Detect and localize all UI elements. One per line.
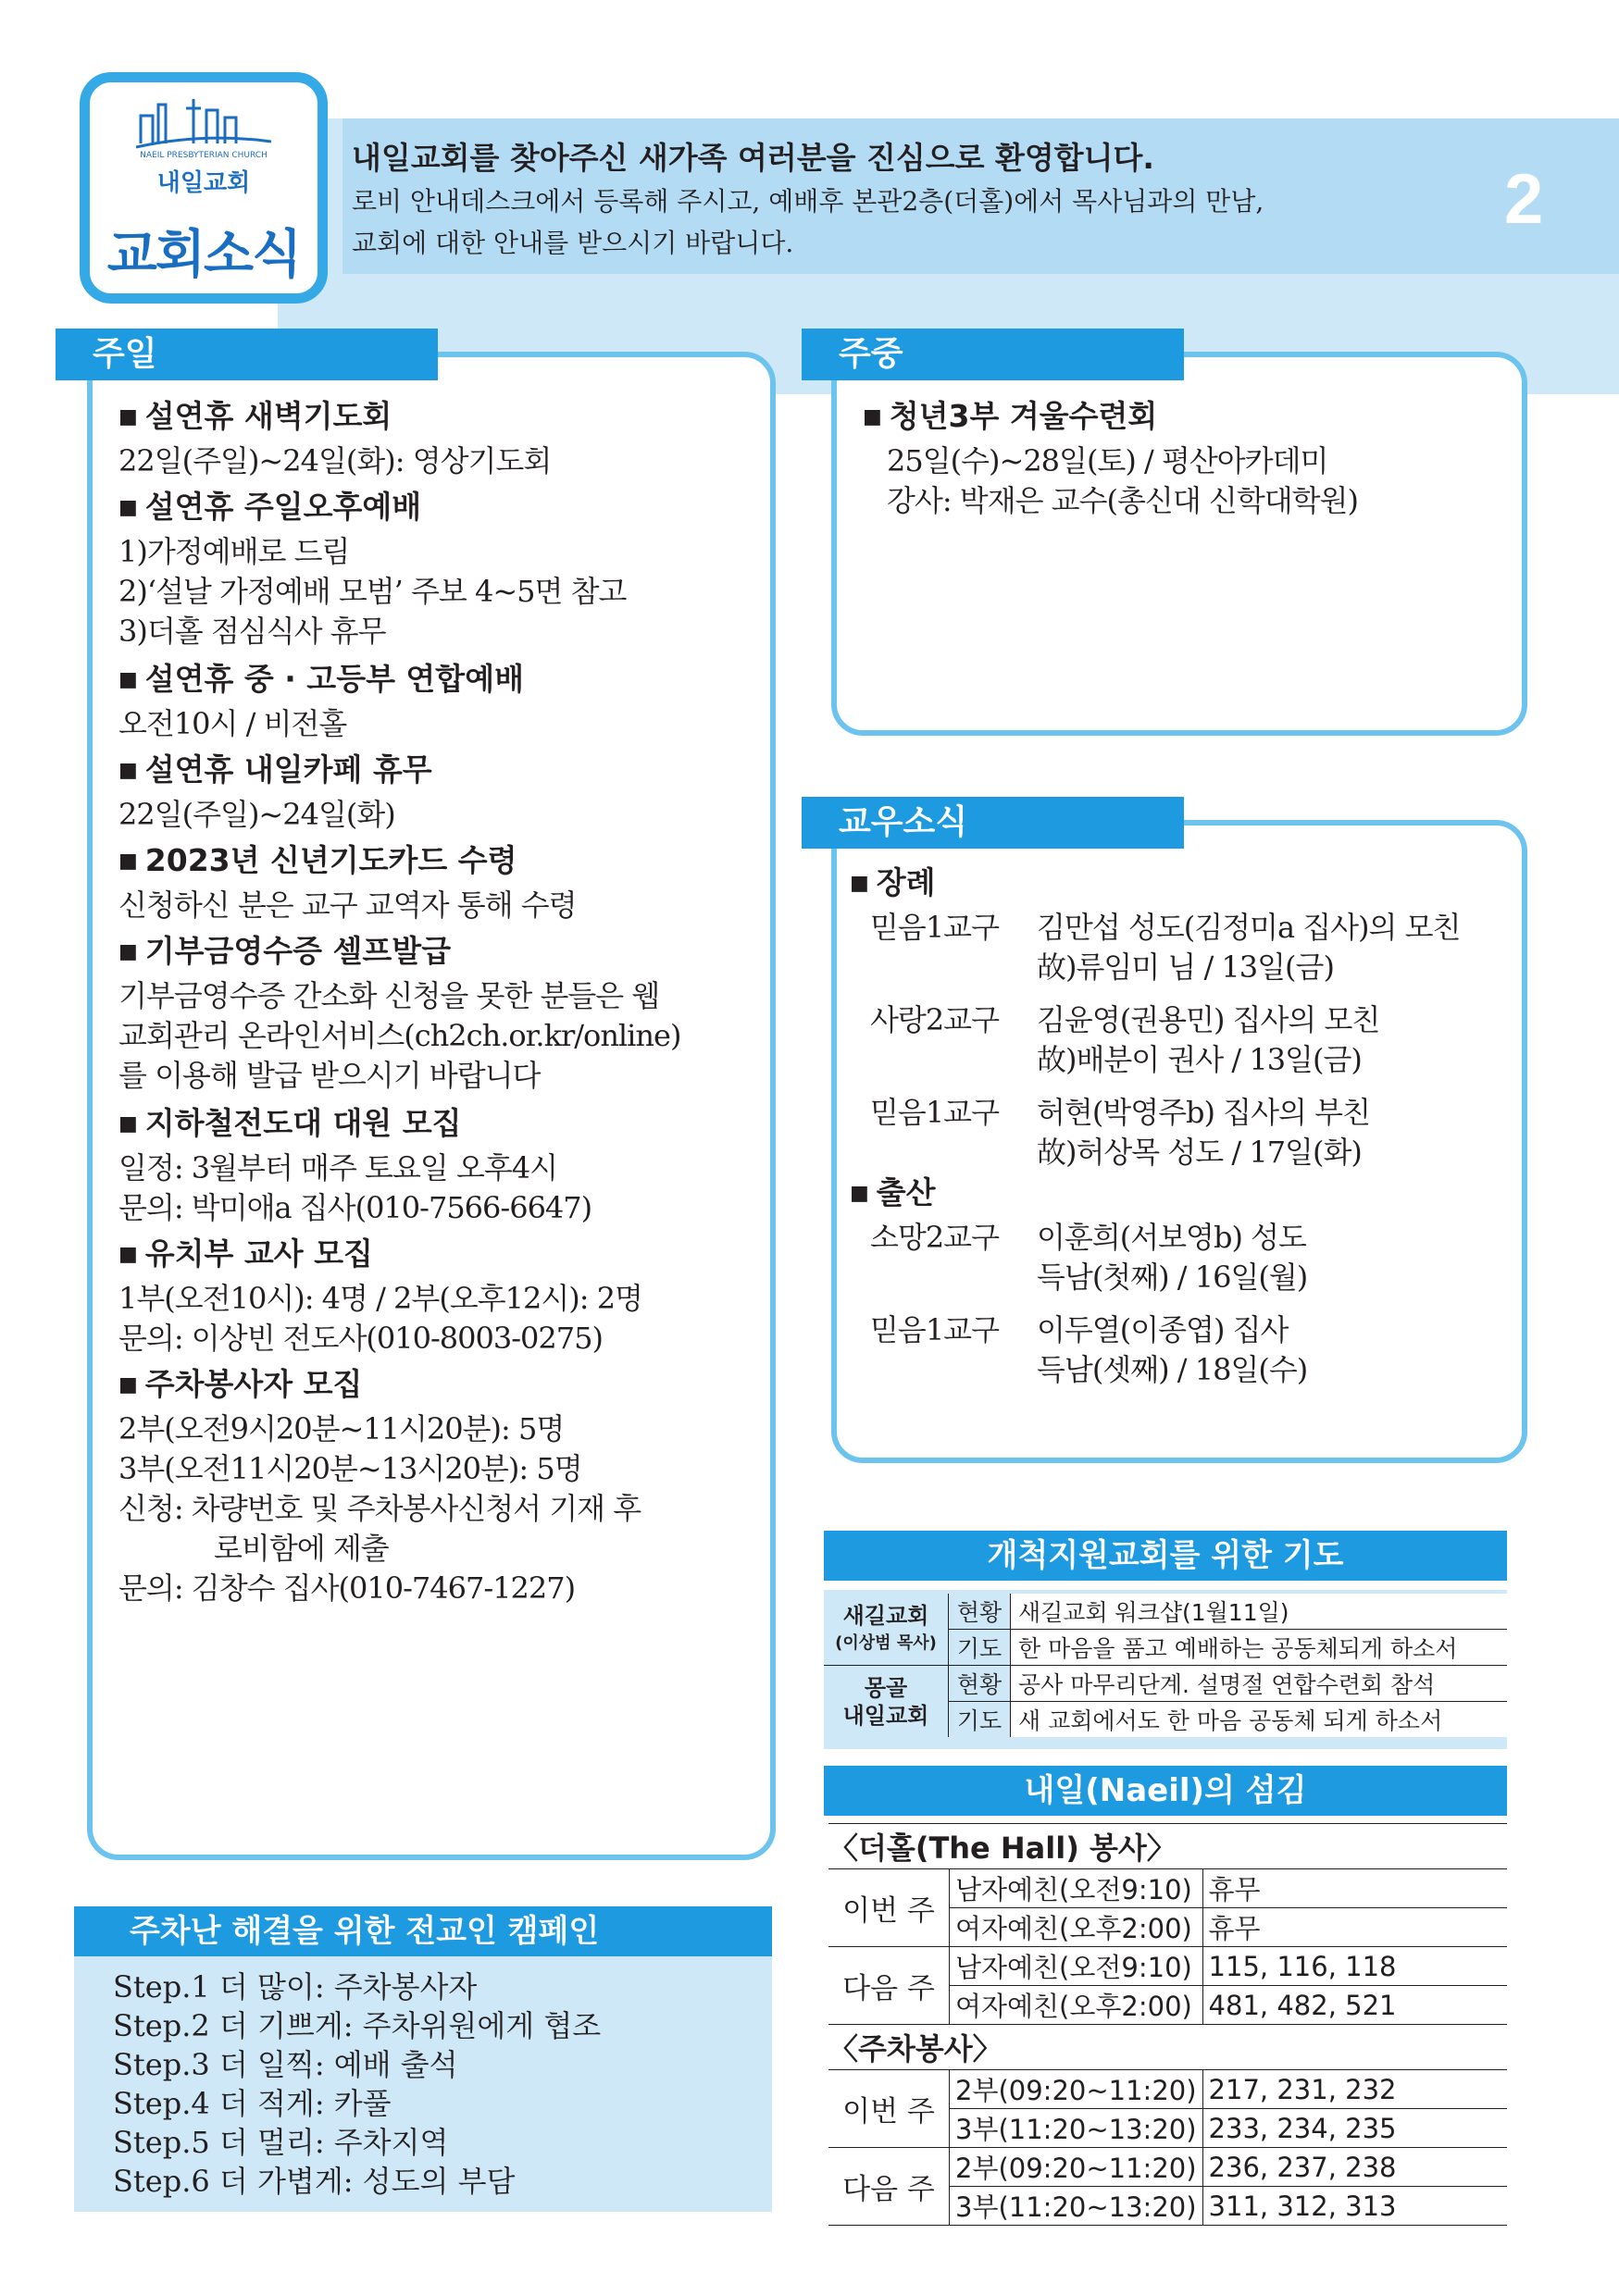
list-item: [118, 1234, 642, 1359]
sunday-tab: 주일: [56, 329, 438, 380]
service-value: 311, 312, 313: [1202, 2187, 1507, 2226]
item-title: ■ 지하철전도대 대원 모집: [118, 1103, 592, 1148]
list-item: [118, 931, 680, 1096]
service-value: 481, 482, 521: [1202, 1986, 1507, 2025]
welcome-title: 내일교회를 찾아주신 새가족 여러분을 진심으로 환영합니다.: [352, 140, 1154, 176]
funeral-section: [850, 863, 1460, 1390]
item-line: 신청: 차량번호 및 주차봉사신청서 기재 후: [118, 1491, 641, 1526]
news-line: 허현(박영주b) 집사의 부친: [1037, 1095, 1370, 1130]
parking-header: 〈주차봉사〉: [828, 2025, 1507, 2070]
list-item: [118, 659, 524, 744]
item-line: 2)‘설날 가정예배 모범’ 주보 4~5면 참고: [118, 574, 627, 609]
item-line: 2부(오전9시20분~11시20분): 5명: [118, 1411, 565, 1446]
campaign-step: Step.1 더 많이: 주차봉사자: [113, 1969, 478, 2004]
week-label: 다음 주: [828, 1947, 950, 2025]
item-title: ■ 주차봉사자 모집: [118, 1364, 641, 1409]
page-number: 2: [1504, 160, 1544, 239]
table-row: [828, 1869, 1507, 1908]
table-row: [828, 2025, 1507, 2070]
news-line: 득남(첫째) / 16일(월): [1037, 1260, 1308, 1295]
service-value: 휴무: [1202, 1908, 1507, 1947]
list-item: [118, 396, 551, 481]
funeral-title: ■ 장례: [850, 863, 1460, 908]
logo-subtitle: NAEIL PRESBYTERIAN CHURCH: [140, 151, 268, 160]
section-title: 교회소식: [106, 225, 301, 285]
service-time: 3부(11:20~13:20): [950, 2187, 1203, 2226]
service-time: 3부(11:20~13:20): [950, 2109, 1203, 2148]
service-time: 2부(09:20~11:20): [950, 2070, 1203, 2109]
news-entry: [850, 1310, 1460, 1390]
item-title: ■ 청년3부 겨울수련회: [863, 396, 1358, 441]
service-value: 휴무: [1202, 1869, 1507, 1908]
list-item: [863, 396, 1358, 521]
service-time: 2부(09:20~11:20): [950, 2148, 1203, 2187]
service-time: 여자예친(오후2:00): [950, 1908, 1203, 1947]
church-name: 새길교회: [842, 1602, 929, 1629]
news-line: 김윤영(권용민) 집사의 모친: [1037, 1002, 1380, 1037]
welcome-line: 로비 안내데스크에서 등록해 주시고, 예배후 본관2층(더홀)에서 목사님과의 만남,: [352, 186, 1264, 217]
item-title: ■ 설연휴 내일카페 휴무: [118, 750, 432, 795]
news-line: 득남(셋째) / 18일(수): [1037, 1352, 1308, 1387]
list-item: [118, 487, 626, 652]
week-label: 이번 주: [828, 1869, 950, 1947]
list-item: [118, 750, 432, 835]
campaign-step: Step.2 더 기쁘게: 주차위원에게 협조: [113, 2008, 602, 2043]
row-label: 현황: [949, 1666, 1011, 1702]
item-title: ■ 설연휴 중 · 고등부 연합예배: [118, 659, 524, 704]
district: 사랑2교구: [870, 1002, 1000, 1037]
service-table: [828, 1823, 1507, 2226]
pioneer-table: [824, 1594, 1507, 1737]
row-label: 기도: [949, 1630, 1011, 1666]
service-time: 남자예친(오전9:10): [950, 1869, 1203, 1908]
birth-title: ■ 출산: [850, 1173, 1460, 1218]
item-line: 문의: 김창수 집사(010-7467-1227): [118, 1570, 576, 1606]
church-name: 몽골: [864, 1674, 908, 1701]
table-row: [824, 1594, 1507, 1630]
church-cell: [824, 1666, 949, 1738]
row-label: 기도: [949, 1702, 1011, 1738]
church-cell: [824, 1594, 949, 1666]
service-value: 115, 116, 118: [1202, 1947, 1507, 1986]
item-line: 3부(오전11시20분~13시20분): 5명: [118, 1451, 582, 1486]
item-line: 22일(주일)~24일(화): [118, 797, 395, 832]
item-title: ■ 설연휴 주일오후예배: [118, 487, 626, 532]
members-tab: 교우소식: [802, 797, 1184, 849]
item-line: 강사: 박재은 교수(총신대 신학대학원): [887, 483, 1358, 518]
logo-name: 내일교회: [156, 169, 251, 197]
welcome-line: 교회에 대한 안내를 받으시기 바랍니다.: [352, 228, 794, 258]
item-line: 문의: 이상빈 전도사(010-8003-0275): [118, 1321, 603, 1356]
pioneer-title: 개척지원교회를 위한 기도: [824, 1531, 1507, 1581]
item-line: 로비함에 제출: [214, 1531, 389, 1566]
service-table-wrap: [828, 1823, 1507, 2226]
item-line: 를 이용해 발급 받으시기 바랍니다: [118, 1058, 541, 1093]
item-title: ■ 유치부 교사 모집: [118, 1234, 642, 1279]
campaign-step: Step.4 더 적게: 카풀: [113, 2086, 392, 2121]
service-value: 233, 234, 235: [1202, 2109, 1507, 2148]
table-row: [824, 1666, 1507, 1702]
service-value: 217, 231, 232: [1202, 2070, 1507, 2109]
news-line: 故)배분이 권사 / 13일(금): [1037, 1042, 1362, 1077]
table-row: [828, 2148, 1507, 2187]
item-line: 기부금영수증 간소화 신청을 못한 분들은 웹: [118, 978, 660, 1013]
table-row: [828, 1947, 1507, 1986]
campaign-step: Step.6 더 가볍게: 성도의 부담: [113, 2164, 516, 2199]
item-title: ■ 기부금영수증 셀프발급: [118, 931, 680, 976]
list-item: [118, 1103, 592, 1228]
weekday-tab: 주중: [802, 329, 1184, 380]
district: 믿음1교구: [870, 1312, 1000, 1347]
news-line: 이두열(이종엽) 집사: [1037, 1312, 1289, 1347]
district: 소망2교구: [870, 1220, 1000, 1255]
service-title: 내일(Naeil)의 섬김: [824, 1766, 1507, 1816]
row-value: 한 마음을 품고 예배하는 공동체되게 하소서: [1011, 1630, 1508, 1666]
list-item: [118, 1364, 641, 1608]
item-line: 신청하신 분은 교구 교역자 통해 수령: [118, 887, 577, 923]
week-label: 다음 주: [828, 2148, 950, 2226]
news-line: 김만섭 성도(김정미a 집사)의 모친: [1037, 910, 1461, 945]
campaign-step: Step.5 더 멀리: 주차지역: [113, 2125, 449, 2160]
item-line: 교회관리 온라인서비스(ch2ch.or.kr/online): [118, 1018, 681, 1053]
row-value: 새 교회에서도 한 마음 공동체 되게 하소서: [1011, 1702, 1508, 1738]
service-value: 236, 237, 238: [1202, 2148, 1507, 2187]
church-logo: [80, 72, 328, 304]
campaign-step: Step.3 더 일찍: 예배 출석: [113, 2047, 458, 2082]
item-line: 1부(오전10시): 4명 / 2부(오후12시): 2명: [118, 1281, 642, 1316]
welcome-text: [352, 180, 1264, 264]
item-line: 1)가정예배로 드림: [118, 534, 350, 569]
item-title: ■ 설연휴 새벽기도회: [118, 396, 551, 441]
news-line: 이훈희(서보영b) 성도: [1037, 1220, 1306, 1255]
row-value: 새길교회 워크샵(1월11일): [1011, 1594, 1508, 1630]
news-entry: [850, 908, 1460, 987]
row-value: 공사 마무리단계. 설명절 연합수련회 참석: [1011, 1666, 1508, 1702]
campaign-steps: [113, 1967, 601, 2201]
list-item: [118, 840, 577, 925]
item-line: 25일(수)~28일(토) / 평산아카데미: [887, 443, 1328, 478]
district: 믿음1교구: [870, 910, 1000, 945]
news-line: 故)류임미 님 / 13일(금): [1037, 949, 1334, 985]
news-entry: [850, 1218, 1460, 1297]
service-time: 남자예친(오전9:10): [950, 1947, 1203, 1986]
news-entry: [850, 1093, 1460, 1173]
item-line: 문의: 박미애a 집사(010-7566-6647): [118, 1190, 592, 1225]
table-row: [828, 1824, 1507, 1869]
item-line: 22일(주일)~24일(화): 영상기도회: [118, 443, 552, 478]
hall-header: 〈더홀(The Hall) 봉사〉: [828, 1824, 1507, 1869]
church-pastor: (이상범 목사): [835, 1632, 937, 1653]
news-entry: [850, 1000, 1460, 1080]
week-label: 이번 주: [828, 2070, 950, 2148]
table-row: [828, 2070, 1507, 2109]
campaign-title: 주차난 해결을 위한 전교인 캠페인: [74, 1906, 772, 1956]
news-line: 故)허상목 성도 / 17일(화): [1037, 1135, 1362, 1170]
church-skyline-icon: [136, 95, 271, 151]
item-line: 오전10시 / 비전홀: [118, 706, 347, 741]
church-name: 내일교회: [842, 1702, 929, 1729]
district: 믿음1교구: [870, 1095, 1000, 1130]
service-time: 여자예친(오후2:00): [950, 1986, 1203, 2025]
item-line: 일정: 3월부터 매주 토요일 오후4시: [118, 1150, 558, 1185]
item-line: 3)더홀 점심식사 휴무: [118, 614, 386, 649]
row-label: 현황: [949, 1594, 1011, 1630]
item-title: ■ 2023년 신년기도카드 수령: [118, 840, 577, 886]
